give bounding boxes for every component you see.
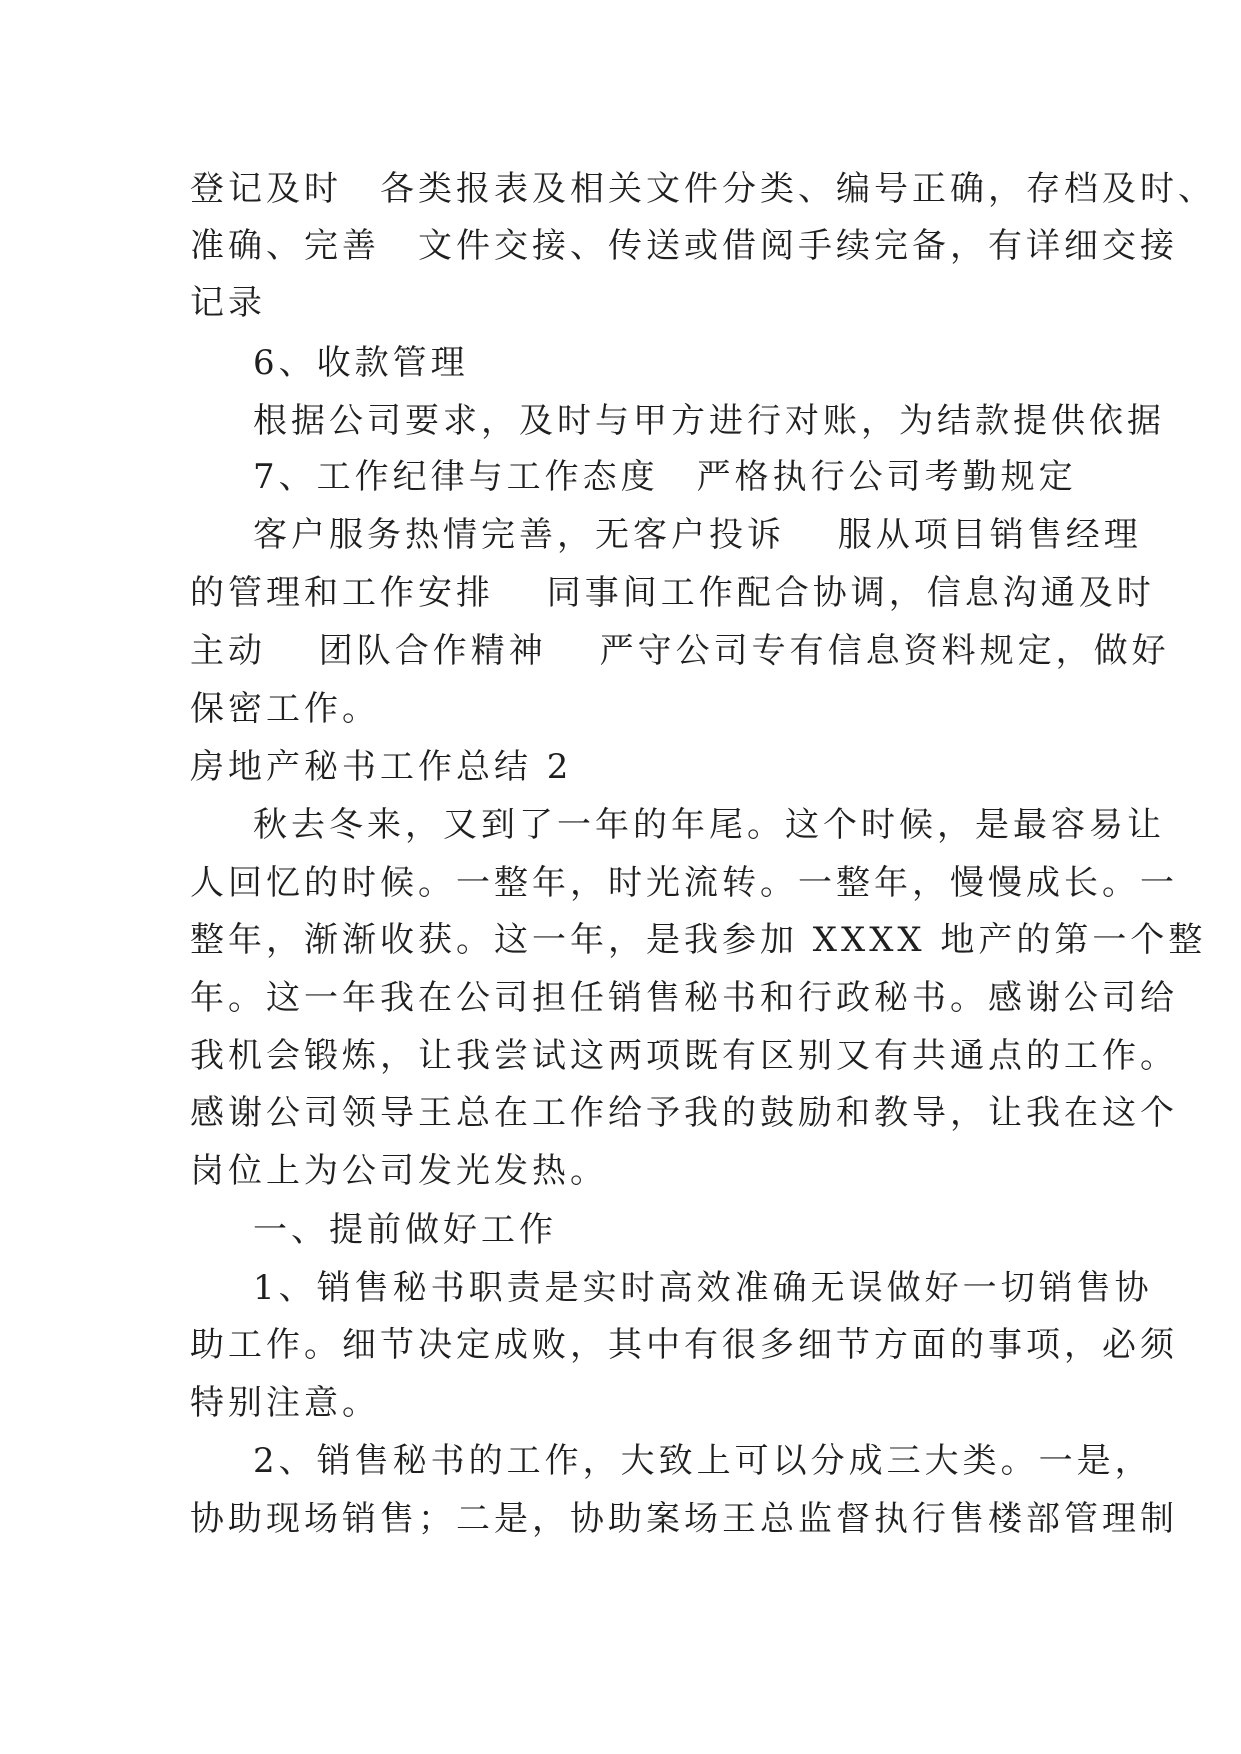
text-line: 人回忆的时候。一整年，时光流转。一整年，慢慢成长。一 [190, 863, 1178, 903]
section-heading: 7、工作纪律与工作态度 严格执行公司考勤规定 [253, 457, 1077, 497]
text-line: 根据公司要求，及时与甲方进行对账，为结款提供依据 [253, 401, 1165, 441]
text-line: 协助现场销售；二是，协助案场王总监督执行售楼部管理制 [190, 1499, 1178, 1539]
text-line: 感谢公司领导王总在工作给予我的鼓励和教导，让我在这个 [190, 1093, 1178, 1133]
text-line: 助工作。细节决定成败，其中有很多细节方面的事项，必须 [190, 1325, 1178, 1365]
text-line: 2、销售秘书的工作，大致上可以分成三大类。一是， [253, 1441, 1153, 1481]
text-line: 保密工作。 [190, 689, 380, 729]
text-line: 记录 [190, 283, 266, 323]
text-line: 客户服务热情完善，无客户投诉 服从项目销售经理 [253, 515, 1142, 555]
text-line: 主动 团队合作精神 严守公司专有信息资料规定，做好 [190, 631, 1170, 671]
document-title: 房地产秘书工作总结 2 [190, 747, 573, 787]
text-line: 特别注意。 [190, 1383, 380, 1423]
section-heading: 6、收款管理 [253, 343, 469, 383]
text-line: 登记及时 各类报表及相关文件分类、编号正确，存档及时、 [190, 169, 1216, 209]
text-line: 年。这一年我在公司担任销售秘书和行政秘书。感谢公司给 [190, 978, 1178, 1018]
text-line: 的管理和工作安排 同事间工作配合协调，信息沟通及时 [190, 573, 1155, 613]
text-line: 1、销售秘书职责是实时高效准确无误做好一切销售协 [253, 1268, 1153, 1308]
section-heading: 一、提前做好工作 [253, 1210, 557, 1250]
text-line: 整年，渐渐收获。这一年，是我参加 XXXX 地产的第一个整 [190, 920, 1207, 960]
text-line: 岗位上为公司发光发热。 [190, 1151, 608, 1191]
text-line: 秋去冬来，又到了一年的年尾。这个时候，是最容易让 [253, 805, 1165, 845]
text-line: 准确、完善 文件交接、传送或借阅手续完备，有详细交接 [190, 226, 1178, 266]
text-line: 我机会锻炼，让我尝试这两项既有区别又有共通点的工作。 [190, 1036, 1178, 1076]
